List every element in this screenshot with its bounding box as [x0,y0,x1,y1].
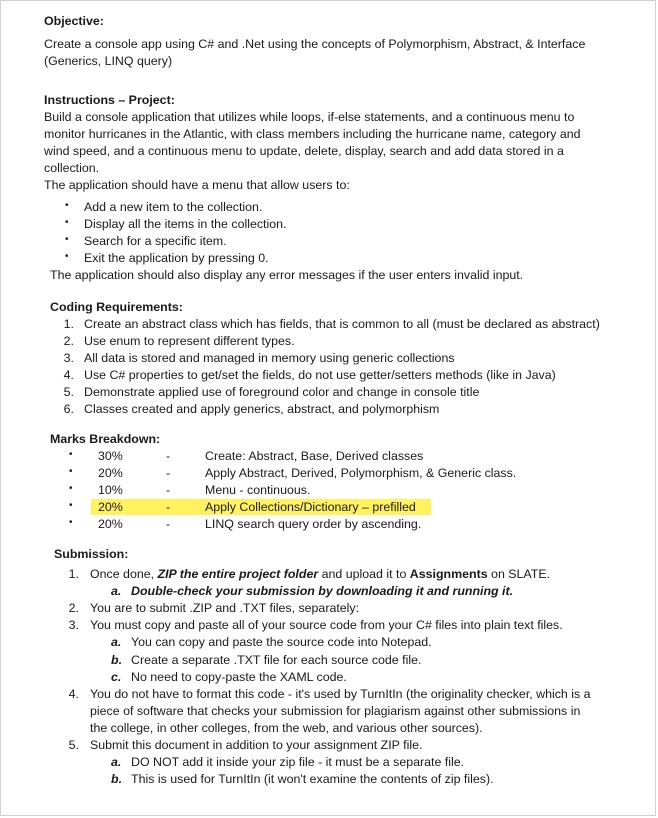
marks-description: Apply Collections/Dictionary – prefilled [205,500,416,514]
list-item: Create an abstract class which has fields, that is common to all (must be declared as abstract) [84,317,600,331]
list-number: 1. [63,317,74,331]
list-item: Classes created and apply generics, abstract, and polymorphism [84,402,440,416]
submission-step-3: You must copy and paste all of your source code from your C# files into plain text files. [90,618,563,632]
marks-description: Menu - continuous. [205,483,311,497]
submission-step-4-line-2: piece of software that checks your submission for plagiarism against other submissions in [90,704,581,718]
sub-letter: a. [111,635,122,649]
list-item: No need to copy-paste the XAML code. [131,670,347,684]
sub-letter: c. [111,670,122,684]
instructions-heading: Instructions – Project: [44,93,175,107]
instructions-line-1: Build a console application that utilizes while loops, if-else statements, and a continuous menu to [44,110,575,124]
marks-dash: - [166,517,171,531]
menu-intro: The application should have a menu that allow users to: [44,178,350,192]
submission-step-1a: Double-check your submission by downloading it and running it. [131,584,514,598]
step-emphasis: ZIP the entire project folder [157,567,319,581]
submission-step-4-line-1: You do not have to format this code - it's used by TurnItIn (the originality checker, which is a [90,687,591,701]
list-number: 3. [63,351,74,365]
list-item: Create a separate .TXT file for each source code file. [131,653,422,667]
list-number: 2. [63,334,74,348]
marks-percent: 20% [98,466,123,480]
marks-description: Create: Abstract, Base, Derived classes [205,449,424,463]
list-item: Display all the items in the collection. [84,217,287,231]
marks-percent: 30% [98,449,123,463]
list-number: 3. [68,618,79,632]
sub-letter: a. [111,584,122,598]
bullet-marker: • [69,466,73,477]
list-number: 5. [68,738,79,752]
sub-letter: a. [111,755,122,769]
bullet-marker: • [65,234,69,245]
list-number: 6. [63,402,74,416]
instructions-line-2: monitor hurricanes in the Atlantic, with class members including the hurricane name, category and [44,127,581,141]
list-number: 4. [63,368,74,382]
list-item: Add a new item to the collection. [84,200,263,214]
marks-percent: 10% [98,483,123,497]
sub-letter: b. [111,772,123,786]
list-item: All data is stored and managed in memory using generic collections [84,351,455,365]
submission-step-5: Submit this document in addition to your assignment ZIP file. [90,738,423,752]
bullet-marker: • [65,200,69,211]
list-item: This is used for TurnItIn (it won't examine the contents of zip files). [131,772,494,786]
step-emphasis: Assignments [409,567,488,581]
list-item: Exit the application by pressing 0. [84,251,269,265]
marks-dash: - [166,449,171,463]
list-item: Use C# properties to get/set the fields, do not use getter/setters methods (like in Java) [84,368,556,382]
marks-percent: 20% [98,517,123,531]
bullet-marker: • [69,483,73,494]
list-number: 4. [68,687,79,701]
bullet-marker: • [65,251,69,262]
bullet-marker: • [65,217,69,228]
list-item: Use enum to represent different types. [84,334,295,348]
objective-heading: Objective: [44,14,104,28]
step-text: on SLATE. [487,567,551,581]
marks-dash: - [166,466,171,480]
sub-letter: b. [111,653,123,667]
marks-description: LINQ search query order by ascending. [205,517,422,531]
list-number: 5. [63,385,74,399]
list-item: DO NOT add it inside your zip file - it must be a separate file. [131,755,465,769]
marks-description: Apply Abstract, Derived, Polymorphism, & Generic class. [205,466,517,480]
list-item: Demonstrate applied use of foreground color and change in console title [84,385,480,399]
submission-step-2: You are to submit .ZIP and .TXT files, separately: [90,601,360,615]
submission-heading: Submission: [54,547,129,561]
list-item: Search for a specific item. [84,234,227,248]
list-number: 1. [68,567,79,581]
marks-dash: - [166,500,171,514]
marks-heading: Marks Breakdown: [50,432,161,446]
objective-line-2: (Generics, LINQ query) [44,54,173,68]
step-text: and upload it to [318,567,410,581]
bullet-marker: • [69,517,73,528]
error-note: The application should also display any error messages if the user enters invalid input. [50,268,524,282]
coding-heading: Coding Requirements: [50,300,183,314]
step-text: Once done, [90,567,158,581]
submission-step-4-line-3: the college, in other colleges, from the web, and various other sources). [90,721,483,735]
bullet-marker: • [69,500,73,511]
submission-step-1 [90,566,550,582]
bullet-marker: • [69,449,73,460]
marks-dash: - [166,483,171,497]
instructions-line-3: wind speed, and a continuous menu to update, delete, display, search and add data stored in a [44,144,564,158]
list-item: You can copy and paste the source code into Notepad. [131,635,432,649]
list-number: 2. [68,601,79,615]
instructions-line-4: collection. [44,161,100,175]
marks-percent: 20% [98,500,123,514]
objective-line-1: Create a console app using C# and .Net using the concepts of Polymorphism, Abstract, & Interface [44,37,586,51]
